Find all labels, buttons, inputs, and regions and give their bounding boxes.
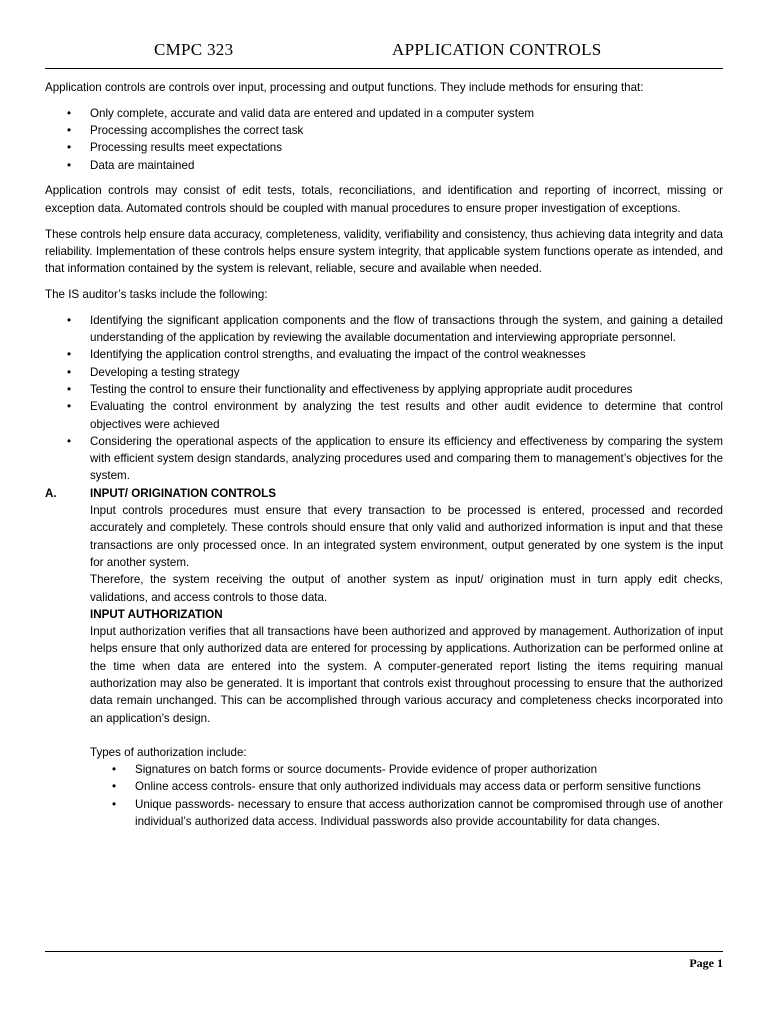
page-header (45, 38, 723, 69)
section-heading: INPUT/ ORIGINATION CONTROLS (90, 486, 276, 500)
list-item (45, 312, 723, 347)
document-body (45, 79, 723, 839)
bullet-icon: • (67, 158, 72, 172)
list-item-text: Identifying the application control strengths, and evaluating the impact of the control weaknesses (90, 348, 586, 362)
bullet-icon: • (112, 763, 117, 777)
list-item-text: Considering the operational aspects of the application to ensure its efficiency and effectiveness by comparing the system with efficient system design standards, analyzing procedures used and comparing them to management’s objectives for the system. (90, 434, 723, 483)
list-item (45, 398, 723, 433)
list-item (90, 796, 723, 831)
list-item-text: Processing accomplishes the correct task (90, 124, 304, 138)
list-item (45, 364, 723, 381)
list-item-text: Testing the control to ensure their functionality and effectiveness by applying appropriate audit procedures (90, 382, 633, 396)
course-code: CMPC 323 (154, 40, 234, 59)
section-letter: A. (45, 486, 57, 500)
bullet-icon: • (67, 382, 72, 396)
list-item-text: Online access controls- ensure that only authorized individuals may access data or perform sensitive functions (135, 780, 701, 794)
bullet-icon: • (67, 400, 72, 414)
document-title: APPLICATION CONTROLS (392, 40, 602, 59)
list-item-text: Signatures on batch forms or source documents- Provide evidence of proper authorization (135, 763, 598, 777)
list-item-text: Evaluating the control environment by analyzing the test results and other audit evidence to determine that control objectives were achieved (90, 400, 723, 431)
list-item-text: Identifying the significant application components and the flow of transactions through the system, and gaining a detailed understanding of the application by reviewing the available documentation and interviewing appropriate personnel. (90, 313, 723, 345)
list-item (45, 139, 723, 156)
intro-paragraph: Application controls are controls over input, processing and output functions. They include methods for ensuring that: (45, 81, 644, 94)
section-body-paragraph: Input controls procedures must ensure that every transaction to be processed is entered, processed and recorded accurately and completely. These controls should ensure that only valid and authorized information is input and that these transactions are only processed once. In an integrated system environment, output generated by one system is the input for another system. (90, 504, 723, 569)
input-authorization-paragraph: Input authorization verifies that all transactions have been authorized and approved by management. Authorization of input helps ensure that only authorized data are entered for processing by applications. Authorization can be performed online at the time when data are entered into the system. A computer-generated report listing the items requiring manual authorization may also be generated. It is important that controls exist throughout processing to ensure that the authorized data remain unchanged. This can be accomplished through various accuracy and completeness checks incorporated into an application’s design. (90, 625, 723, 725)
section-input-origination-controls (45, 485, 723, 831)
auditor-tasks-intro: The IS auditor’s tasks include the following: (45, 287, 268, 301)
bullet-icon: • (67, 106, 72, 120)
page-number: Page 1 (689, 956, 723, 970)
list-item (90, 778, 723, 795)
bullet-icon: • (67, 141, 72, 155)
list-item (45, 433, 723, 485)
list-item-text: Only complete, accurate and valid data are entered and updated in a computer system (90, 106, 535, 120)
list-item (45, 122, 723, 139)
bullet-icon: • (112, 780, 117, 794)
page-footer (45, 951, 723, 974)
controls-composition-paragraph: Application controls may consist of edit tests, totals, reconciliations, and identification and reporting of incorrect, missing or exception data. Automated controls should be coupled with manual procedures to ensure proper investigation of exceptions. (45, 184, 723, 215)
list-item (45, 157, 723, 174)
input-authorization-heading: INPUT AUTHORIZATION (90, 607, 223, 621)
authorization-types-intro: Types of authorization include: (90, 745, 247, 759)
list-item (45, 346, 723, 363)
auditor-tasks-list (45, 312, 723, 485)
list-item (90, 761, 723, 778)
bullet-icon: • (112, 797, 117, 811)
list-item-text: Unique passwords- necessary to ensure that access authorization cannot be compromised through use of another individual’s authorized data access. Individual passwords also provide accountability for data changes. (135, 797, 723, 829)
list-item (45, 381, 723, 398)
bullet-icon: • (67, 313, 72, 327)
bullet-icon: • (67, 124, 72, 138)
list-item-text: Developing a testing strategy (90, 365, 240, 379)
section-body-paragraph: Therefore, the system receiving the output of another system as input/ origination must in turn apply edit checks, validations, and access controls to those data. (90, 573, 723, 604)
list-item-text: Data are maintained (90, 158, 195, 172)
bullet-icon: • (67, 348, 72, 362)
controls-benefits-paragraph: These controls help ensure data accuracy, completeness, validity, verifiability and consistency, thus achieving data integrity and data reliability. Implementation of these controls helps ensure system integrity, that applicable system functions operate as intended, and that information contained by the system is relevant, reliable, secure and available when needed. (45, 227, 723, 276)
bullet-icon: • (67, 365, 72, 379)
list-item-text: Processing results meet expectations (90, 141, 283, 155)
authorization-types-list (90, 761, 723, 830)
list-item (45, 105, 723, 122)
intro-bullet-list (45, 105, 723, 174)
bullet-icon: • (67, 434, 72, 448)
